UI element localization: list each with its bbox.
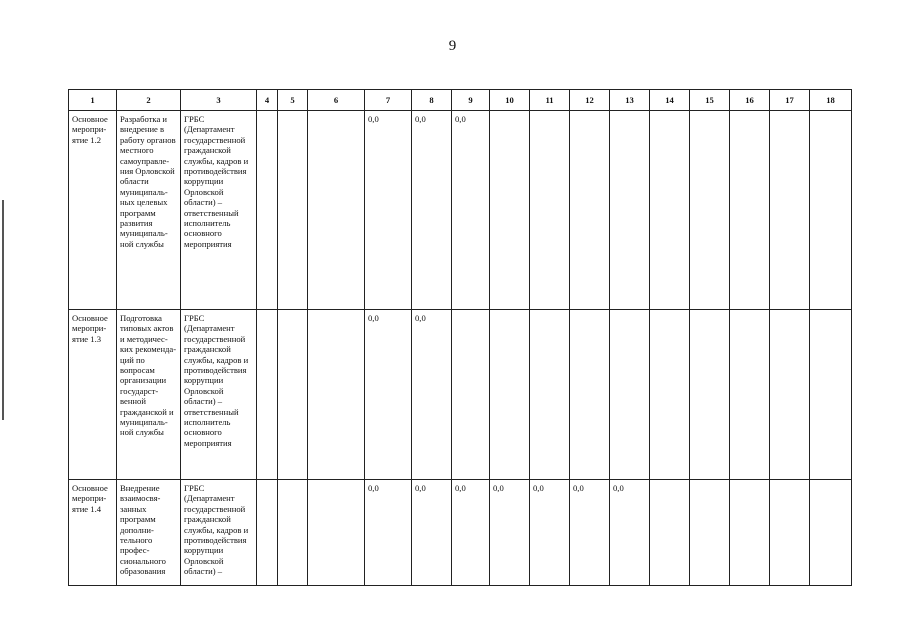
column-header: 12 <box>570 90 610 111</box>
value-cell <box>308 480 365 586</box>
event-id-cell: Основное меропри-ятие 1.4 <box>69 480 117 586</box>
value-cell: 0,0 <box>412 480 452 586</box>
value-cell <box>257 310 278 480</box>
column-header: 16 <box>730 90 770 111</box>
value-cell <box>257 480 278 586</box>
event-description-cell: Разработка и внедрение в работу органов местного самоуправле-ния Орловской области муниципаль-ных целевых программ развития муниципаль-ной службы <box>117 111 181 310</box>
value-cell <box>650 480 690 586</box>
value-cell <box>570 310 610 480</box>
value-cell <box>730 111 770 310</box>
column-header: 4 <box>257 90 278 111</box>
table-row <box>69 480 852 586</box>
value-cell: 0,0 <box>452 111 490 310</box>
header-row <box>69 90 852 111</box>
value-cell <box>530 310 570 480</box>
value-cell <box>690 480 730 586</box>
value-cell <box>730 480 770 586</box>
event-description-cell: Подготовка типовых актов и методичес-ких рекоменда-ций по вопросам организации государст-венной гражданской и муниципаль-ной службы <box>117 310 181 480</box>
value-cell: 0,0 <box>412 111 452 310</box>
column-header: 13 <box>610 90 650 111</box>
value-cell <box>690 310 730 480</box>
event-description-cell: Внедрение взаимосвя-занных программ дополни-тельного профес-сионального образования <box>117 480 181 586</box>
value-cell: 0,0 <box>530 480 570 586</box>
value-cell <box>650 310 690 480</box>
column-header: 17 <box>770 90 810 111</box>
value-cell: 0,0 <box>365 111 412 310</box>
value-cell <box>278 480 308 586</box>
value-cell <box>730 310 770 480</box>
value-cell: 0,0 <box>452 480 490 586</box>
value-cell <box>308 310 365 480</box>
value-cell <box>610 111 650 310</box>
value-cell: 0,0 <box>365 310 412 480</box>
column-header: 8 <box>412 90 452 111</box>
column-header: 14 <box>650 90 690 111</box>
value-cell <box>810 480 852 586</box>
value-cell: 0,0 <box>412 310 452 480</box>
value-cell <box>278 111 308 310</box>
column-header: 6 <box>308 90 365 111</box>
executor-cell: ГРБС (Департамент государственной гражданской службы, кадров и противодействия коррупции Орловской области) – ответственный исполнитель основного мероприятия <box>181 310 257 480</box>
column-header: 1 <box>69 90 117 111</box>
column-header: 5 <box>278 90 308 111</box>
value-cell <box>570 111 610 310</box>
value-cell <box>278 310 308 480</box>
event-id-cell: Основное меропри-ятие 1.2 <box>69 111 117 310</box>
scan-edge-artifact <box>2 200 4 420</box>
column-header: 9 <box>452 90 490 111</box>
executor-cell: ГРБС (Департамент государственной гражданской службы, кадров и противодействия коррупции Орловской области) – <box>181 480 257 586</box>
table-row <box>69 310 852 480</box>
column-header: 10 <box>490 90 530 111</box>
executor-cell: ГРБС (Департамент государственной гражданской службы, кадров и противодействия коррупции Орловской области) – ответственный исполнитель основного мероприятия <box>181 111 257 310</box>
value-cell <box>810 310 852 480</box>
data-table <box>68 89 852 586</box>
value-cell <box>770 310 810 480</box>
page-number: 9 <box>448 38 457 54</box>
value-cell <box>490 310 530 480</box>
column-header: 3 <box>181 90 257 111</box>
value-cell: 0,0 <box>365 480 412 586</box>
value-cell: 0,0 <box>570 480 610 586</box>
value-cell <box>530 111 570 310</box>
value-cell <box>770 480 810 586</box>
value-cell <box>452 310 490 480</box>
event-id-cell: Основное меропри-ятие 1.3 <box>69 310 117 480</box>
column-header: 2 <box>117 90 181 111</box>
column-header: 7 <box>365 90 412 111</box>
value-cell <box>490 111 530 310</box>
value-cell <box>770 111 810 310</box>
value-cell <box>610 310 650 480</box>
value-cell: 0,0 <box>490 480 530 586</box>
column-header: 15 <box>690 90 730 111</box>
value-cell <box>690 111 730 310</box>
column-header: 18 <box>810 90 852 111</box>
value-cell <box>650 111 690 310</box>
column-header: 11 <box>530 90 570 111</box>
value-cell: 0,0 <box>610 480 650 586</box>
value-cell <box>257 111 278 310</box>
value-cell <box>810 111 852 310</box>
table-row <box>69 111 852 310</box>
value-cell <box>308 111 365 310</box>
